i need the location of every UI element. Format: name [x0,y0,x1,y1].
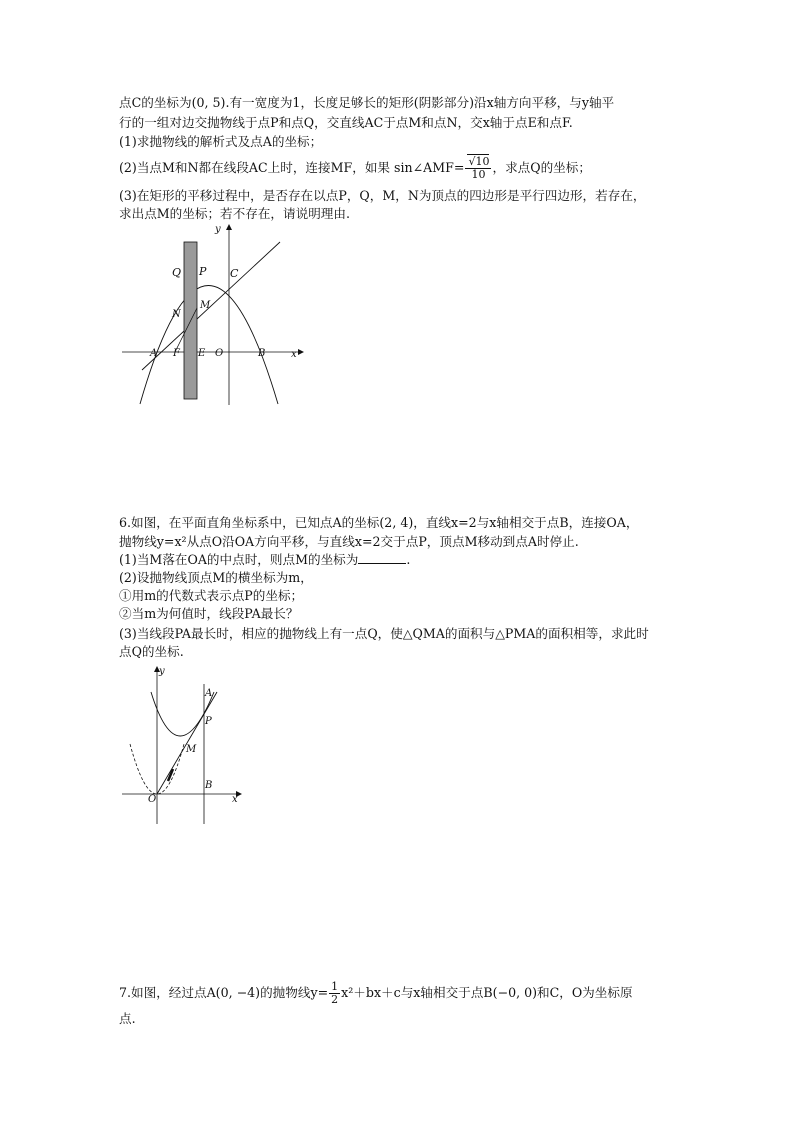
p5-question-2 [119,156,591,181]
p6-label-m: M [186,744,197,755]
p7-text-line1 [119,981,633,1006]
p5-text-line2: 行的一组对边交抛物线于点P和点Q，交直线AC于点M和点N，交x轴于点E和点F. [119,115,573,130]
p6-figure [118,662,248,827]
p5-label-a: A [150,348,158,359]
p5-text-line1: 点C的坐标为(0, 5).有一宽度为1，长度足够长的矩形(阴影部分)沿x轴方向平移，与y轴平 [119,95,615,110]
p6-text-line2: 抛物线y=x²从点O沿OA方向平移，与直线x=2交于点P，顶点M移动到点A时停止. [119,534,579,549]
p5-frac-denominator: 10 [471,168,486,181]
p5-label-b: B [258,348,266,359]
p5-frac-numerator: √10 [468,155,490,168]
p6-q1-period: . [406,552,411,567]
p5-label-n: N [172,309,181,320]
p6-label-p: P [205,716,212,727]
p6-answer-blank[interactable] [358,552,406,564]
p5-figure [118,222,304,410]
p5-label-p: P [199,265,207,278]
p6-question-2-part1: ①用m的代数式表示点P的坐标； [119,588,304,603]
p5-label-f: F [173,348,180,359]
p6-label-b: B [205,780,213,791]
p5-question-3-line1: (3)在矩形的平移过程中，是否存在以点P，Q，M，N为顶点的四边形是平行四边形，若存在， [119,188,646,203]
p5-label-e: E [198,348,206,359]
p6-label-y: y [159,666,165,677]
p5-label-y: y [215,224,221,235]
p5-label-q: Q [172,266,182,279]
p6-question-1 [119,552,410,568]
p5-label-o: O [215,348,224,359]
p5-label-x: x [291,349,297,360]
p6-text-line1: 6.如图，在平面直角坐标系中，已知点A的坐标(2, 4)，直线x=2与x轴相交于点B，连接OA， [119,515,639,530]
p6-question-3-line2: 点Q的坐标. [119,644,184,659]
p6-question-2-part2: ②当m为何值时，线段PA最长？ [119,606,299,621]
p6-question-3-line1: (3)当线段PA最长时，相应的抛物线上有一点Q，使△QMA的面积与△PMA的面积相等，求此时 [119,626,649,641]
p7-half-fraction [329,981,340,1006]
p7-text-line2: 点. [119,1011,136,1026]
p5-q2-text-b: ，求点Q的坐标； [492,160,591,175]
p5-q2-text-a: (2)当点M和N都在线段AC上时，连接MF，如果 sin∠AMF= [119,160,465,175]
p6-label-x: x [232,794,238,805]
p5-question-1: (1)求抛物线的解析式及点A的坐标； [119,134,323,149]
p7-frac-denominator: 2 [331,993,339,1006]
p7-text-b: x²＋bx＋c与x轴相交于点B(−0, 0)和C，O为坐标原 [341,985,633,1000]
p5-y-axis-arrow [226,224,232,230]
p5-question-3-line2: 求出点M的坐标；若不存在，请说明理由. [119,206,350,221]
p5-label-m: M [200,300,211,311]
p6-label-a: A [205,688,213,699]
p5-sin-fraction [465,156,491,181]
p7-frac-numerator: 1 [331,980,339,993]
p6-question-2: (2)设抛物线顶点M的横坐标为m， [119,570,313,585]
p6-line-oa [157,692,217,794]
p5-x-axis-arrow [298,349,304,355]
p5-label-c: C [230,267,239,280]
p6-label-o: O [148,794,157,805]
p7-text-a: 7.如图，经过点A(0, −4)的抛物线y= [119,985,329,1000]
p6-q1-text: (1)当M落在OA的中点时，则点M的坐标为 [119,552,359,567]
